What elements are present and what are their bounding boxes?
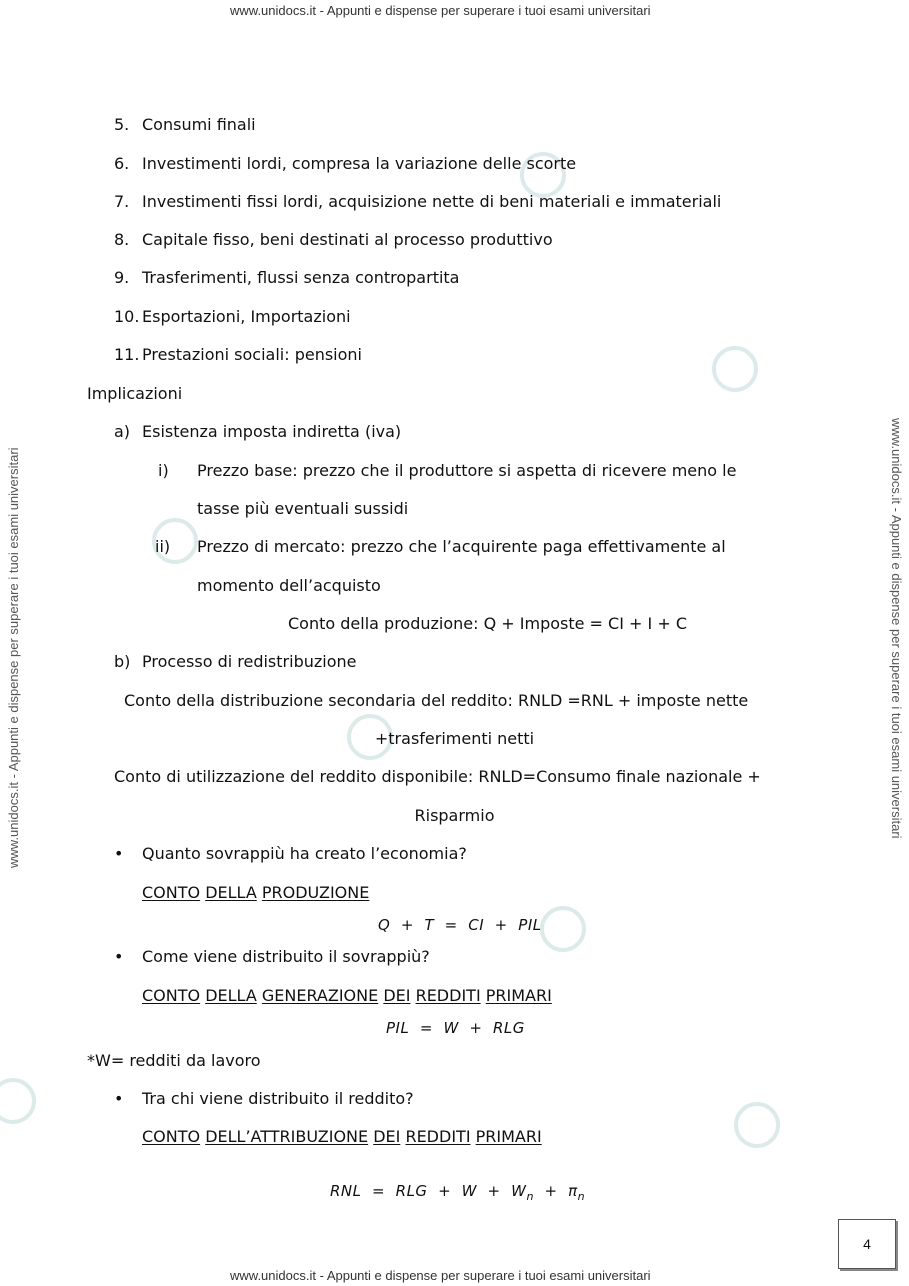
list-item: Investimenti lordi, compresa la variazione delle scorte [142,154,577,173]
bullet2-heading [142,986,552,1006]
distribuzione-line2: +trasferimenti netti [374,729,535,748]
sub-i-line2: tasse più eventuali sussidi [197,499,409,518]
bullet1-formula: Q + T = CI + PIL [378,916,542,934]
watermark-logo-icon [540,906,586,952]
bullet1-question: Quanto sovrappiù ha creato l’economia? [142,844,467,863]
conto-produzione-line: Conto della produzione: Q + Imposte = CI + I + C [288,614,687,633]
sub-ii-label: ii) [155,537,171,556]
list-item: Trasferimenti, flussi senza contropartita [142,268,460,287]
item-a-text: Esistenza imposta indiretta (iva) [142,422,402,441]
list-item: Consumi finali [142,115,256,134]
heading-word: REDDITI [415,986,481,1005]
bullet3-question: Tra chi viene distribuito il reddito? [142,1089,414,1108]
heading-word: PRODUZIONE [261,883,370,902]
item-b-text: Processo di redistribuzione [142,652,357,671]
heading-word: CONTO [142,986,201,1005]
heading-word: CONTO [142,883,201,902]
bullet2-question: Come viene distribuito il sovrappiù? [142,947,430,966]
list-number: 6. [114,154,130,173]
item-a-label: a) [114,422,131,441]
heading-word: PRIMARI [475,1127,542,1146]
heading-word: REDDITI [405,1127,471,1146]
heading-word: DELLA [205,883,257,902]
utilizzazione-line1: Conto di utilizzazione del reddito disponibile: RNLD=Consumo finale nazionale + [114,767,761,786]
watermark-logo-icon [0,1078,36,1124]
list-number: 5. [114,115,130,134]
heading-word: CONTO [142,1127,201,1146]
page-number-box [838,1219,896,1269]
heading-word: PRIMARI [485,986,552,1005]
utilizzazione-line2: Risparmio [414,806,495,825]
formula-subscript: n [526,1190,534,1203]
formula-main: RNL = RLG + W + W [330,1182,527,1200]
list-item: Esportazioni, Importazioni [142,307,351,326]
heading-word: GENERAZIONE [261,986,379,1005]
formula-plus-pi: + π [533,1182,578,1200]
bullet-dot: • [114,947,124,966]
sub-i-label: i) [158,461,169,480]
header-watermark: www.unidocs.it - Appunti e dispense per superare i tuoi esami universitari [230,3,651,18]
right-side-watermark: www.unidocs.it - Appunti e dispense per superare i tuoi esami universitari [889,418,904,839]
bullet-dot: • [114,844,124,863]
section-heading-implicazioni: Implicazioni [87,384,183,403]
note-w: *W= redditi da lavoro [87,1051,261,1070]
list-number: 8. [114,230,130,249]
list-number: 10. [114,307,140,326]
bullet2-formula: PIL = W + RLG [386,1019,525,1037]
formula-subscript: n [577,1190,586,1203]
left-side-watermark: www.unidocs.it - Appunti e dispense per superare i tuoi esami universitari [6,447,21,868]
heading-word: DELLA [205,986,257,1005]
list-item: Prestazioni sociali: pensioni [142,345,362,364]
heading-word: DEI [383,986,411,1005]
sub-i-line1: Prezzo base: prezzo che il produttore si aspetta di ricevere meno le [197,461,737,480]
list-number: 7. [114,192,130,211]
bullet3-formula [330,1161,585,1207]
footer-watermark: www.unidocs.it - Appunti e dispense per superare i tuoi esami universitari [230,1268,651,1283]
list-item: Capitale fisso, beni destinati al processo produttivo [142,230,553,249]
list-number: 11. [114,345,140,364]
heading-word: DELL’ATTRIBUZIONE [205,1127,369,1146]
bullet1-heading [142,883,369,903]
list-number: 9. [114,268,130,287]
list-item: Investimenti fissi lordi, acquisizione nette di beni materiali e immateriali [142,192,722,211]
heading-word: DEI [373,1127,401,1146]
bullet3-heading [142,1127,542,1147]
distribuzione-line1: Conto della distribuzione secondaria del reddito: RNLD =RNL + imposte nette [124,691,749,710]
bullet-dot: • [114,1089,124,1108]
item-b-label: b) [114,652,131,671]
sub-ii-line2: momento dell’acquisto [197,576,381,595]
sub-ii-line1: Prezzo di mercato: prezzo che l’acquirente paga effettivamente al [197,537,726,556]
page-number: 4 [863,1236,871,1252]
watermark-logo-icon [734,1102,780,1148]
watermark-logo-icon [712,346,758,392]
